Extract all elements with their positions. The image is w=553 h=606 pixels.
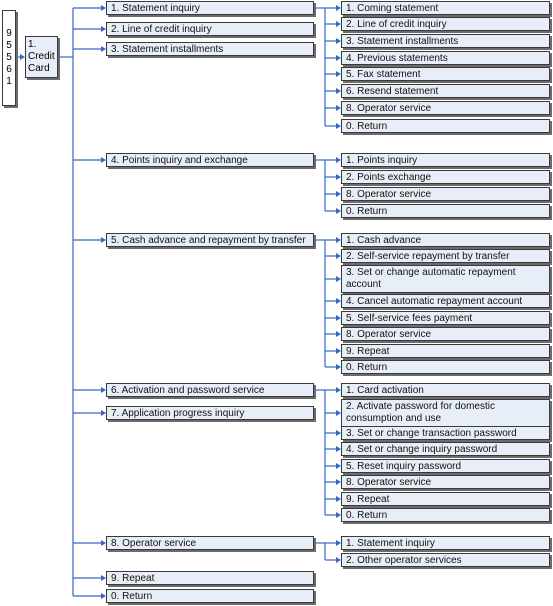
level2-menu-item: 1. Cash advance — [341, 233, 550, 247]
level1-menu-item: 1. Statement inquiry — [106, 1, 314, 15]
phone-digit: 6 — [6, 64, 12, 75]
level1-menu-item: 9. Repeat — [106, 571, 314, 585]
level2-menu-item: 8. Operator service — [341, 475, 550, 489]
level1-menu-item: 0. Return — [106, 589, 314, 603]
phone-digit: 9 — [6, 28, 12, 39]
level2-menu-item: 0. Return — [341, 360, 550, 374]
level1-menu-item: 5. Cash advance and repayment by transfer — [106, 233, 314, 247]
root-node-credit-card: 1. Credit Card — [25, 36, 58, 78]
phone-digit: 1 — [6, 76, 12, 87]
level1-menu-item: 7. Application progress inquiry — [106, 406, 314, 420]
level2-menu-item: 5. Reset inquiry password — [341, 459, 550, 473]
level2-menu-item: 8. Operator service — [341, 101, 550, 115]
level2-menu-item: 2. Points exchange — [341, 170, 550, 184]
level1-menu-item: 8. Operator service — [106, 536, 314, 550]
level2-menu-item: 8. Operator service — [341, 327, 550, 341]
level2-menu-item: 3. Statement installments — [341, 34, 550, 48]
level2-menu-item: 2. Line of credit inquiry — [341, 17, 550, 31]
level2-menu-item: 0. Return — [341, 119, 550, 133]
level2-menu-item: 1. Statement inquiry — [341, 536, 550, 550]
level1-menu-item: 6. Activation and password service — [106, 383, 314, 397]
phone-digit: 5 — [6, 52, 12, 63]
level2-menu-item: 1. Card activation — [341, 383, 550, 397]
level2-menu-item: 4. Set or change inquiry password — [341, 442, 550, 456]
level1-menu-item: 4. Points inquiry and exchange — [106, 153, 314, 167]
level2-menu-item: 0. Return — [341, 204, 550, 218]
level2-menu-item: 2. Activate password for domestic consumption and use — [341, 399, 550, 427]
level2-menu-item: 5. Fax statement — [341, 67, 550, 81]
level2-menu-item: 2. Other operator services — [341, 553, 550, 567]
level2-menu-item: 4. Cancel automatic repayment account — [341, 294, 550, 308]
level2-menu-item: 0. Return — [341, 508, 550, 522]
phone-digit: 5 — [6, 40, 12, 51]
level2-menu-item: 2. Self-service repayment by transfer — [341, 249, 550, 263]
level2-menu-item: 8. Operator service — [341, 187, 550, 201]
phone-number-box — [2, 10, 16, 106]
level1-menu-item: 2. Line of credit inquiry — [106, 22, 314, 36]
level2-menu-item: 5. Self-service fees payment — [341, 311, 550, 325]
level2-menu-item: 6. Resend statement — [341, 84, 550, 98]
level2-menu-item: 4. Previous statements — [341, 51, 550, 65]
level2-menu-item: 3. Set or change automatic repayment account — [341, 265, 550, 293]
level1-menu-item: 3. Statement installments — [106, 42, 314, 56]
level2-menu-item: 9. Repeat — [341, 492, 550, 506]
level2-menu-item: 3. Set or change transaction password — [341, 426, 550, 440]
level2-menu-item: 1. Coming statement — [341, 1, 550, 15]
level2-menu-item: 1. Points inquiry — [341, 153, 550, 167]
level2-menu-item: 9. Repeat — [341, 344, 550, 358]
